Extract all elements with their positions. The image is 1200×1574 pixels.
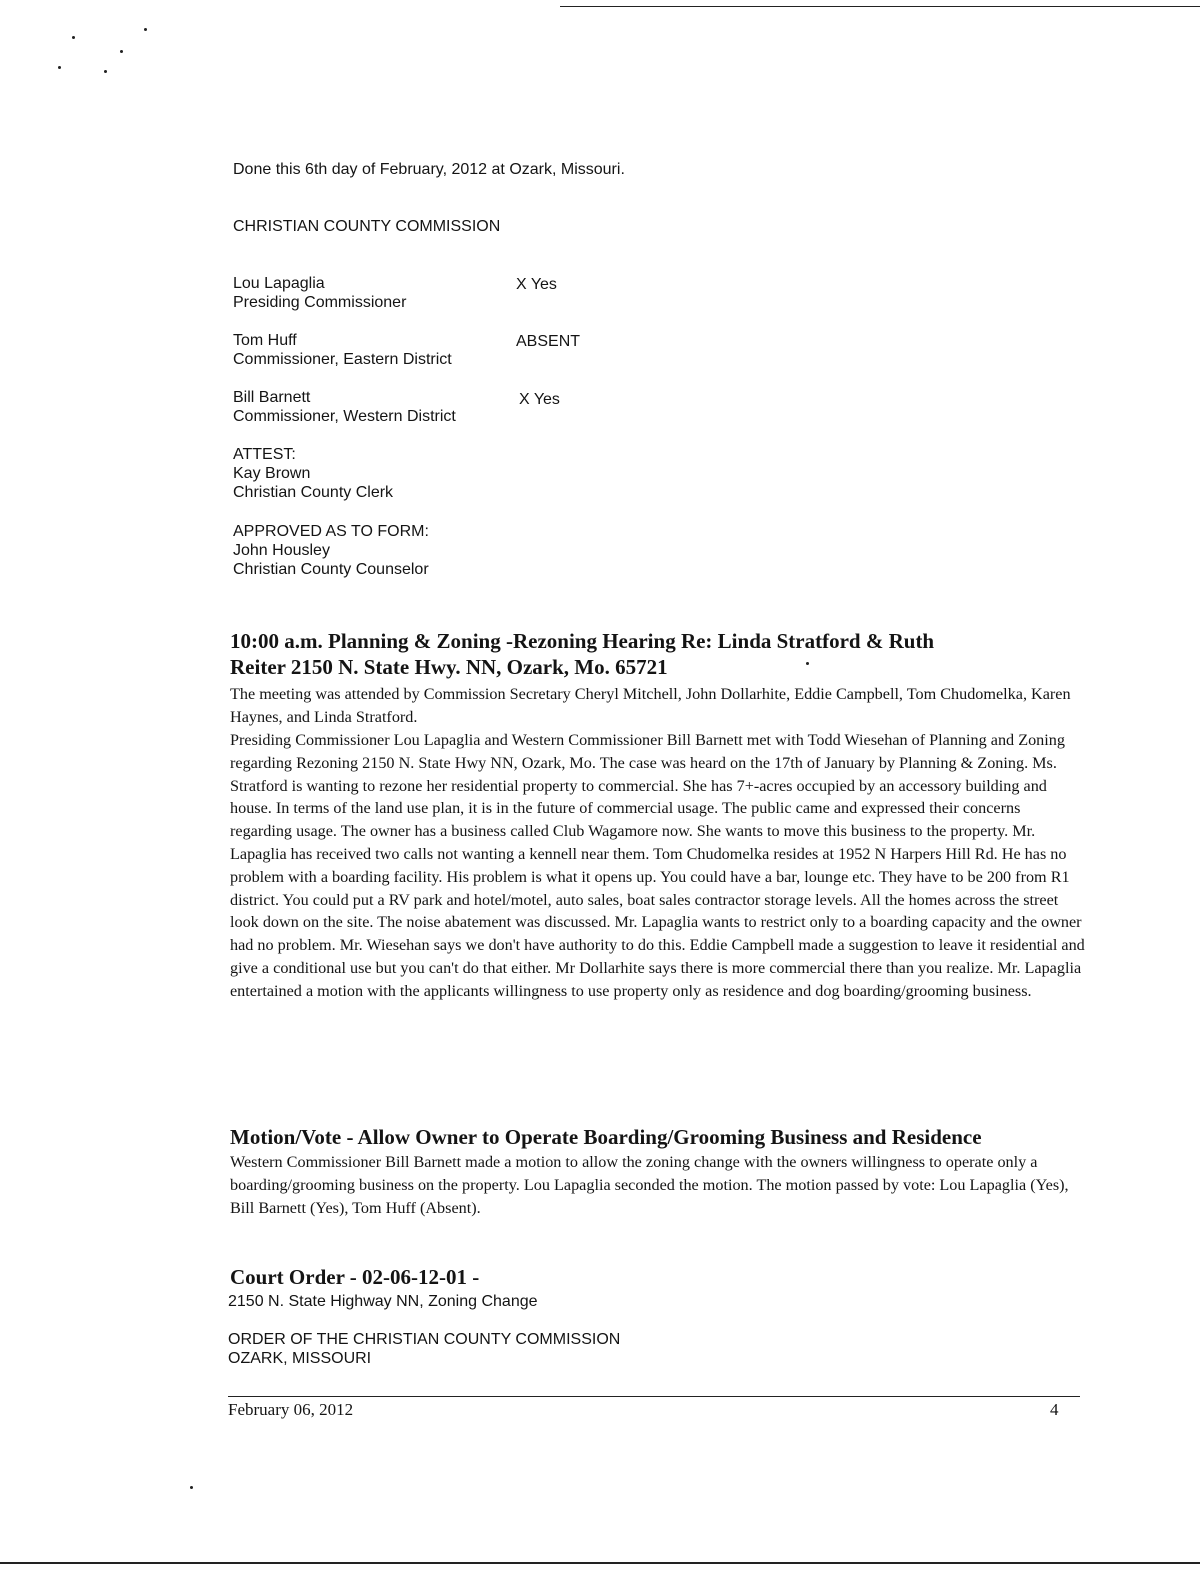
scan-speck bbox=[72, 36, 75, 39]
footer-date: February 06, 2012 bbox=[228, 1400, 354, 1419]
signatory-name: Bill Barnett bbox=[233, 389, 311, 406]
court-order-subtitle: 2150 N. State Highway NN, Zoning Change bbox=[228, 1293, 538, 1310]
scan-speck bbox=[120, 50, 123, 53]
approved-label: APPROVED AS TO FORM: bbox=[233, 523, 429, 540]
signatory-block bbox=[233, 388, 456, 426]
signatory-block bbox=[233, 274, 406, 312]
signatory-title: Commissioner, Western District bbox=[233, 408, 456, 425]
signatory-title: Presiding Commissioner bbox=[233, 294, 407, 311]
signatory-vote: X Yes bbox=[519, 391, 560, 408]
scan-speck bbox=[190, 1486, 193, 1489]
court-order-heading: Court Order - 02-06-12-01 - bbox=[230, 1265, 480, 1289]
scan-speck bbox=[58, 66, 61, 69]
attest-block bbox=[233, 445, 393, 502]
signatory-vote: ABSENT bbox=[516, 333, 581, 350]
scan-edge-bottom bbox=[0, 1562, 1200, 1564]
approved-name: John Housley bbox=[233, 542, 330, 559]
page-number: 4 bbox=[1050, 1400, 1059, 1419]
signatory-name: Tom Huff bbox=[233, 332, 297, 349]
hearing-heading-line1: 10:00 a.m. Planning & Zoning -Rezoning Hearing Re: Linda Stratford & Ruth bbox=[230, 629, 935, 653]
signatory-block bbox=[233, 331, 452, 369]
scan-edge-top bbox=[560, 6, 1200, 7]
hearing-heading-line2: Reiter 2150 N. State Hwy. NN, Ozark, Mo. 65721 bbox=[230, 655, 668, 679]
hearing-body: Presiding Commissioner Lou Lapaglia and Western Commissioner Bill Barnett met with Todd Wiesehan of Planning and Zoning regarding Rezoning 2150 N. State Hwy NN, Ozark, Mo. The case was heard on the 17th of January by Planning & Zoning. Ms. Stratford is wanting to rezone her residential property to commercial. She has 7+-acres occupied by an accessory building and house. In terms of the land use plan, it is in the future of commercial usage. The public came and expressed their concerns regarding usage. The owner has a business called Club Wagamore now. She wants to move this business to the property. Mr. Lapaglia has received two calls not wanting a kennell near them. Tom Chudomelka resides at 1952 N Harpers Hill Rd. He has no problem with a boarding facility. His problem is what it opens up. You could have a bar, lounge etc. They have to be 200 from R1 district. You could put a RV park and hotel/motel, auto sales, boat sales contractor storage levels. All the homes across the street look down on the site. The noise abatement was discussed. Mr. Lapaglia wants to restrict only to a boarding capacity and the owner had no problem. Mr. Wiesehan says we don't have authority to do this. Eddie Campbell made a suggestion to leave it residential and give a conditional use but you can't do that either. Mr Dollarhite says there is more commercial there than you realize. Mr. Lapaglia entertained a motion with the applicants willingness to use property only as residence and dog boarding/grooming business. bbox=[230, 731, 1085, 1000]
hearing-attendance: The meeting was attended by Commission Secretary Cheryl Mitchell, John Dollarhite, Eddie Campbell, Tom Chudomelka, Karen Haynes, and Linda Stratford. bbox=[230, 685, 1071, 726]
order-line2: OZARK, MISSOURI bbox=[228, 1350, 372, 1367]
motion-heading: Motion/Vote - Allow Owner to Operate Boarding/Grooming Business and Residence bbox=[230, 1125, 982, 1149]
attest-name: Kay Brown bbox=[233, 465, 311, 482]
signatory-name: Lou Lapaglia bbox=[233, 275, 325, 292]
order-heading-block bbox=[228, 1330, 620, 1368]
motion-body: Western Commissioner Bill Barnett made a motion to allow the zoning change with the owners willingness to operate only a boarding/grooming business on the property. Lou Lapaglia seconded the motion. The motion passed by vote: Lou Lapaglia (Yes), Bill Barnett (Yes), Tom Huff (Absent). bbox=[230, 1153, 1069, 1217]
scan-speck bbox=[806, 662, 809, 665]
done-line: Done this 6th day of February, 2012 at Ozark, Missouri. bbox=[233, 161, 625, 178]
signatory-title: Commissioner, Eastern District bbox=[233, 351, 452, 368]
order-line1: ORDER OF THE CHRISTIAN COUNTY COMMISSION bbox=[228, 1331, 621, 1348]
attest-title: Christian County Clerk bbox=[233, 484, 394, 501]
commission-name: CHRISTIAN COUNTY COMMISSION bbox=[233, 218, 501, 235]
attest-label: ATTEST: bbox=[233, 446, 296, 463]
approved-block bbox=[233, 522, 429, 579]
scan-speck bbox=[144, 28, 147, 31]
scan-speck bbox=[104, 70, 107, 73]
footer-rule bbox=[228, 1396, 1080, 1397]
signatory-vote: X Yes bbox=[516, 276, 557, 293]
approved-title: Christian County Counselor bbox=[233, 561, 429, 578]
